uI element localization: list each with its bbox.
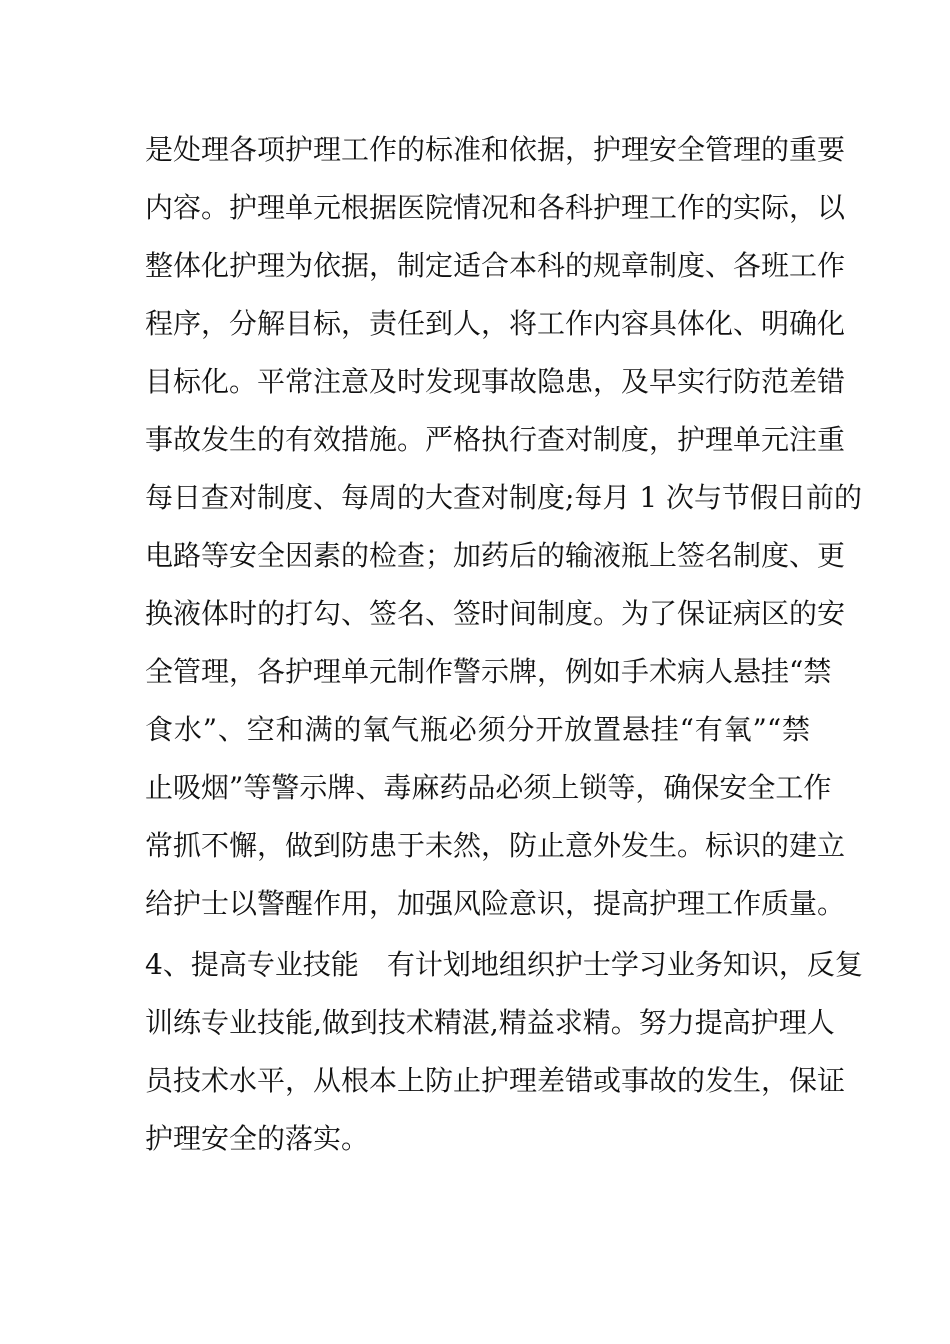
- text-line: 目标化。平常注意及时发现事故隐患，及早实行防范差错: [145, 365, 846, 398]
- text-line: 事故发生的有效措施。严格执行查对制度，护理单元注重: [145, 423, 846, 456]
- text-line: 内容。护理单元根据医院情况和各科护理工作的实际，以: [145, 191, 846, 224]
- text-line: 食水”、空和满的氧气瓶必须分开放置悬挂“有氧”“禁: [145, 713, 810, 746]
- text-line: 员技术水平，从根本上防止护理差错或事故的发生，保证: [145, 1064, 846, 1097]
- text-line: 止吸烟”等警示牌、毒麻药品必须上锁等，确保安全工作: [145, 771, 832, 804]
- text-line: 每日查对制度、每周的大查对制度;每月 1 次与节假日前的: [145, 481, 863, 514]
- paragraph-professional-skills: [145, 936, 863, 1168]
- text-line: 训练专业技能,做到技术精湛,精益求精。努力提高护理人: [145, 1006, 835, 1039]
- text-line: 护理安全的落实。: [145, 1122, 370, 1155]
- text-line: 全管理，各护理单元制作警示牌，例如手术病人悬挂“禁: [145, 655, 832, 688]
- text-line: 常抓不懈，做到防患于未然，防止意外发生。标识的建立: [145, 829, 846, 862]
- text-line: 电路等安全因素的检查；加药后的输液瓶上签名制度、更: [145, 539, 846, 572]
- text-line: 4、提高专业技能 有计划地组织护士学习业务知识，反复: [145, 948, 863, 981]
- text-line: 整体化护理为依据，制定适合本科的规章制度、各班工作: [145, 249, 846, 282]
- paragraph-safety-management: [145, 121, 863, 933]
- text-line: 给护士以警醒作用，加强风险意识，提高护理工作质量。: [145, 887, 846, 920]
- text-line: 程序，分解目标，责任到人，将工作内容具体化、明确化: [145, 307, 846, 340]
- text-line: 是处理各项护理工作的标准和依据，护理安全管理的重要: [145, 133, 846, 166]
- text-line: 换液体时的打勾、签名、签时间制度。为了保证病区的安: [145, 597, 846, 630]
